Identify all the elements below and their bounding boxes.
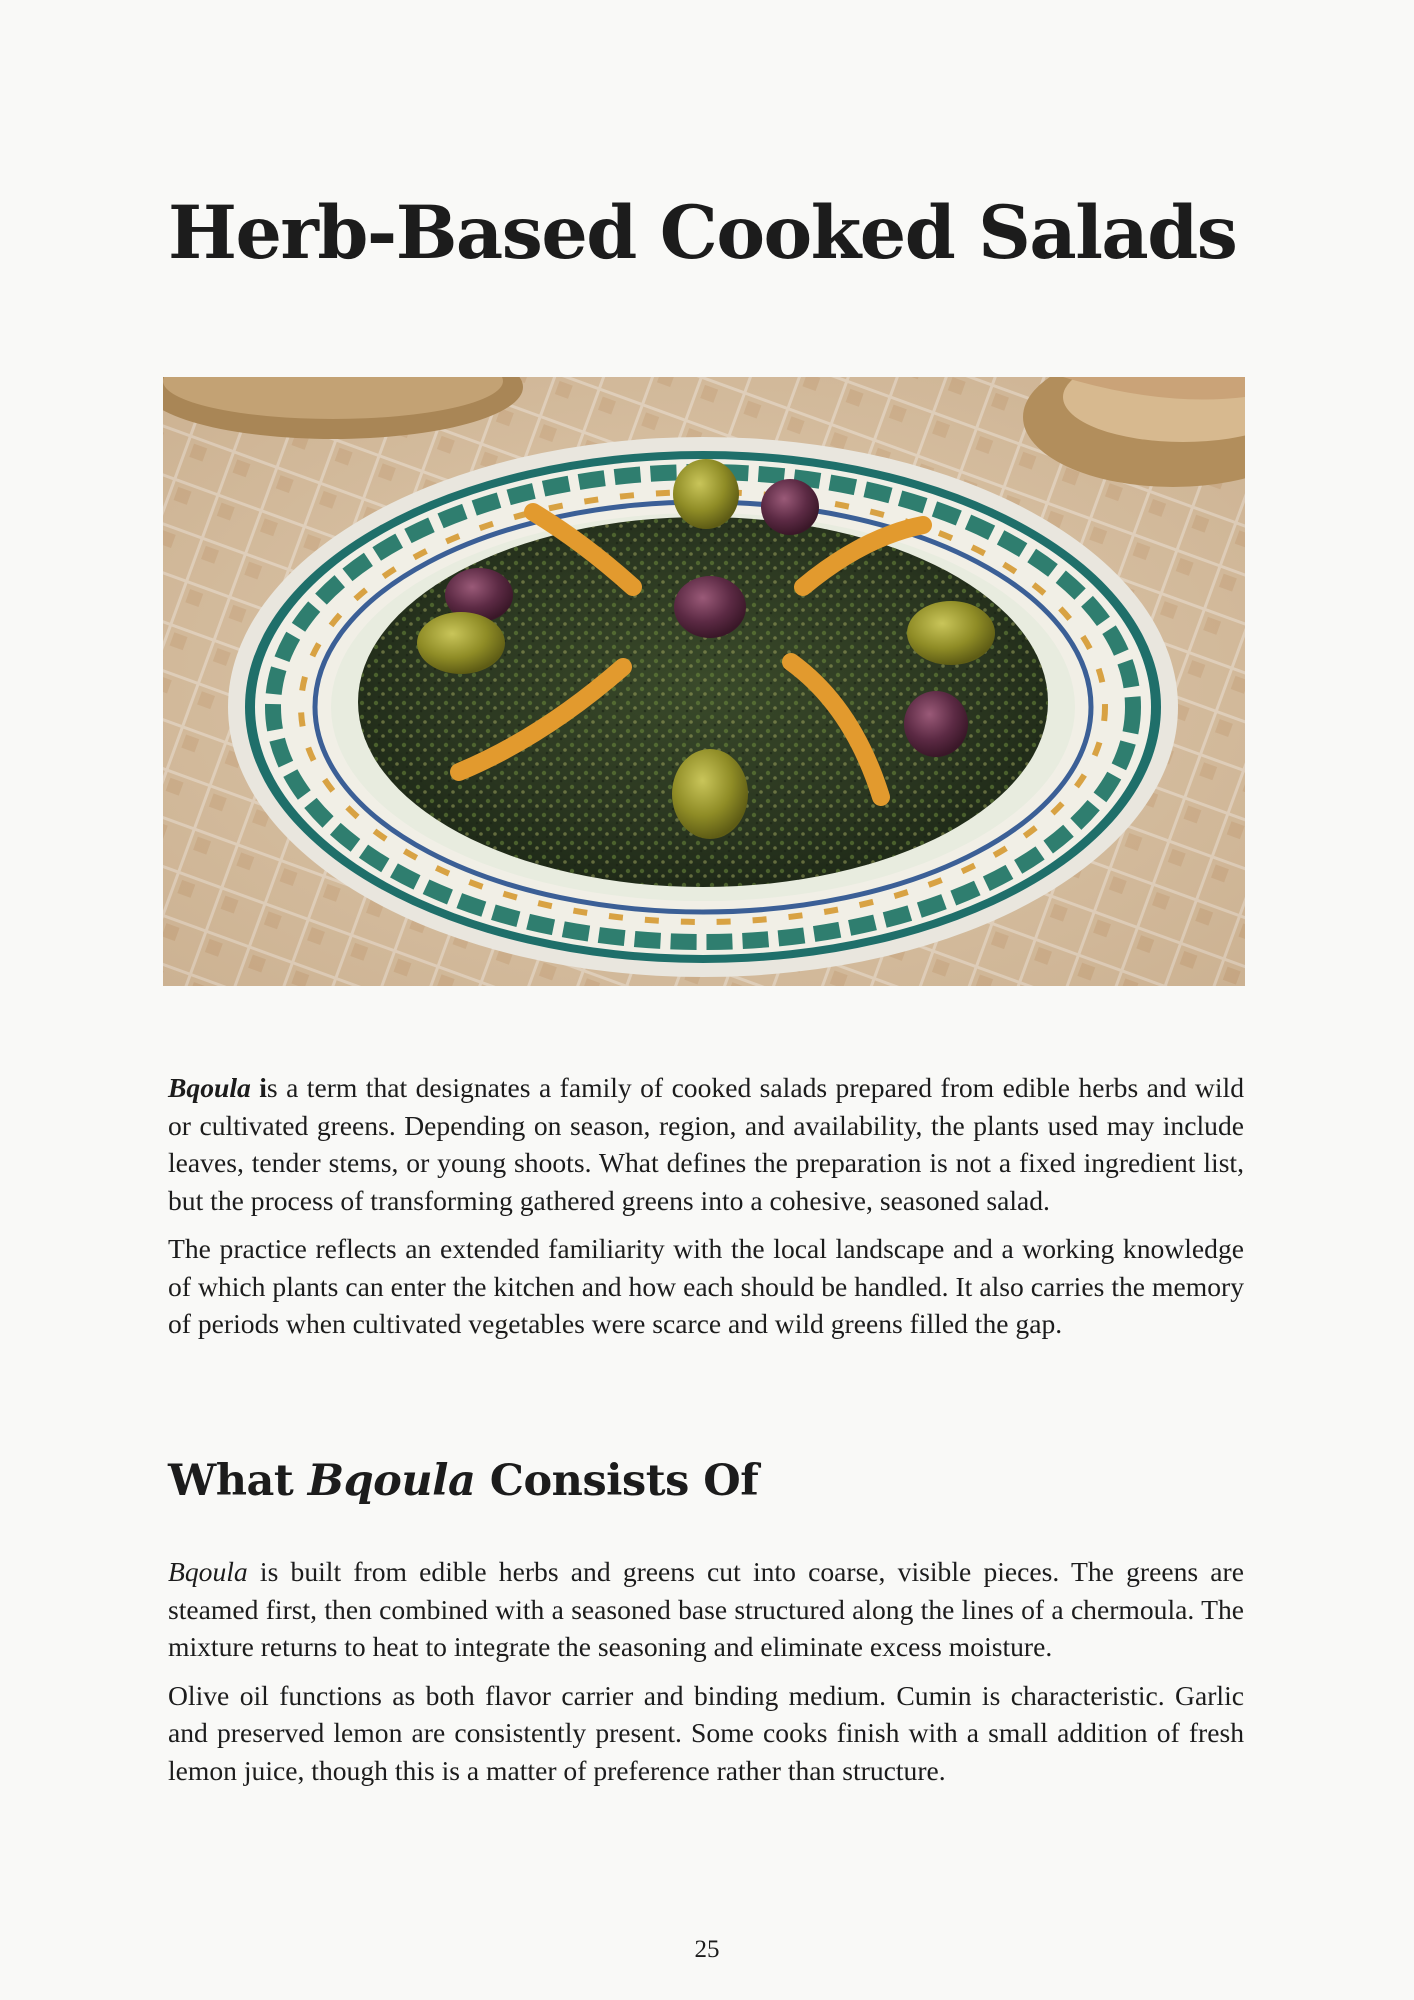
- page-title: Herb-Based Cooked Salads: [168, 190, 1237, 276]
- bqoula-photo: [163, 377, 1245, 986]
- section-paragraph-2: Olive oil functions as both flavor carrier and binding medium. Cumin is characteristic. Garlic and preserved lemon are consistently present. Some cooks finish with a small addition of fresh lemon juice, though this is a matter of preference rather than structure.: [168, 1679, 1244, 1786]
- page-number: 25: [694, 1936, 720, 1963]
- section-paragraph-1: Bqoula is built from edible herbs and greens cut into coarse, visible pieces. The greens are steamed first, then combined with a seasoned base structured along the lines of a chermoula. The mixture returns to heat to integrate the seasoning and eliminate excess moisture.: [168, 1556, 1244, 1662]
- intro-paragraph-2: The practice reflects an extended familiarity with the local landscape and a working knowledge of which plants can enter the kitchen and how each should be handled. It also carries the memory of periods when cultivated vegetables were scarce and wild greens filled the gap.: [168, 1233, 1244, 1339]
- consists-section: [168, 1553, 1244, 1800]
- intro-paragraph-1: Bqoula is a term that designates a family of cooked salads prepared from edible herbs and wild or cultivated greens. Depending on season, region, and availability, the plants used may include leaves, tender stems, or young shoots. What defines the preparation is not a fixed ingredient list, but the process of transforming gathered greens into a cohesive, seasoned salad.: [168, 1072, 1244, 1216]
- section-heading: What Bqoula Consists Of: [168, 1456, 759, 1506]
- intro-section: [168, 1069, 1244, 1354]
- term-bqoula: Bqoula: [168, 1072, 251, 1103]
